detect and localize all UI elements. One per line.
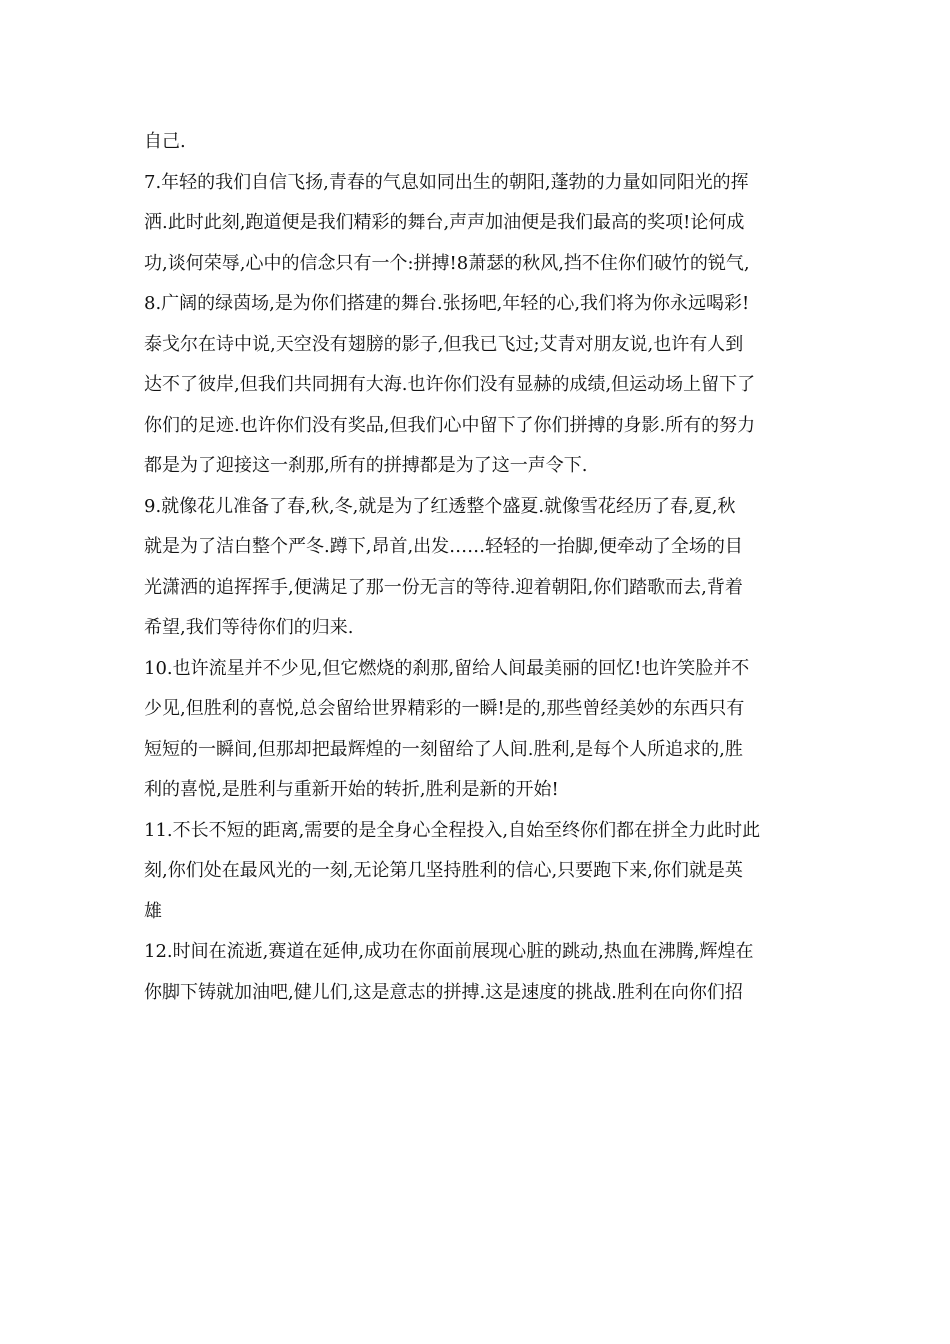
text-line: 光潇洒的追挥挥手,便满足了那一份无言的等待.迎着朝阳,你们踏歌而去,背着 [144, 576, 743, 598]
text-line: 达不了彼岸,但我们共同拥有大海.也许你们没有显赫的成绩,但运动场上留下了 [144, 374, 756, 395]
text-line: 泰戈尔在诗中说,天空没有翅膀的影子,但我已飞过;艾青对朋友说,也许有人到 [144, 333, 744, 355]
text-line: 你脚下铸就加油吧,健儿们,这是意志的拼搏.这是速度的挑战.胜利在向你们招 [144, 981, 743, 1003]
text-line: 希望,我们等待你们的归来. [144, 617, 354, 638]
text-line: 就是为了洁白整个严冬.蹲下,昂首,出发……轻轻的一抬脚,便牵动了全场的目 [144, 536, 743, 557]
body-text [144, 122, 814, 1013]
text-line: 利的喜悦,是胜利与重新开始的转折,胜利是新的开始! [144, 779, 559, 800]
text-line: 10.也许流星并不少见,但它燃烧的刹那,留给人间最美丽的回忆!也许笑脸并不 [144, 657, 750, 679]
text-line: 9.就像花儿准备了春,秋,冬,就是为了红透整个盛夏.就像雪花经历了春,夏,秋 [144, 495, 736, 517]
text-line: 你们的足迹.也许你们没有奖品,但我们心中留下了你们拼搏的身影.所有的努力 [144, 414, 756, 436]
text-line: 7.年轻的我们自信飞扬,青春的气息如同出生的朝阳,蓬勃的力量如同阳光的挥 [144, 171, 749, 193]
text-line: 短短的一瞬间,但那却把最辉煌的一刻留给了人间.胜利,是每个人所追求的,胜 [144, 738, 743, 760]
text-line: 少见,但胜利的喜悦,总会留给世界精彩的一瞬!是的,那些曾经美妙的东西只有 [144, 698, 745, 719]
text-line: 12.时间在流逝,赛道在延伸,成功在你面前展现心脏的跳动,热血在沸腾,辉煌在 [144, 941, 754, 962]
text-line: 刻,你们处在最风光的一刻,无论第几坚持胜利的信心,只要跑下来,你们就是英 [144, 860, 743, 881]
text-line: 11.不长不短的距离,需要的是全身心全程投入,自始至终你们都在拼全力此时此 [144, 819, 761, 841]
text-line: 功,谈何荣辱,心中的信念只有一个:拼搏!8萧瑟的秋风,挡不住你们破竹的锐气, [144, 252, 750, 274]
text-line: 雄 [144, 900, 162, 922]
text-line: 洒.此时此刻,跑道便是我们精彩的舞台,声声加油便是我们最高的奖项!论何成 [144, 212, 745, 233]
text-line: 都是为了迎接这一刹那,所有的拼搏都是为了这一声令下. [144, 455, 588, 476]
text-line: 自己. [144, 131, 186, 152]
text-line: 8.广阔的绿茵场,是为你们搭建的舞台.张扬吧,年轻的心,我们将为你永远喝彩! [144, 293, 750, 314]
